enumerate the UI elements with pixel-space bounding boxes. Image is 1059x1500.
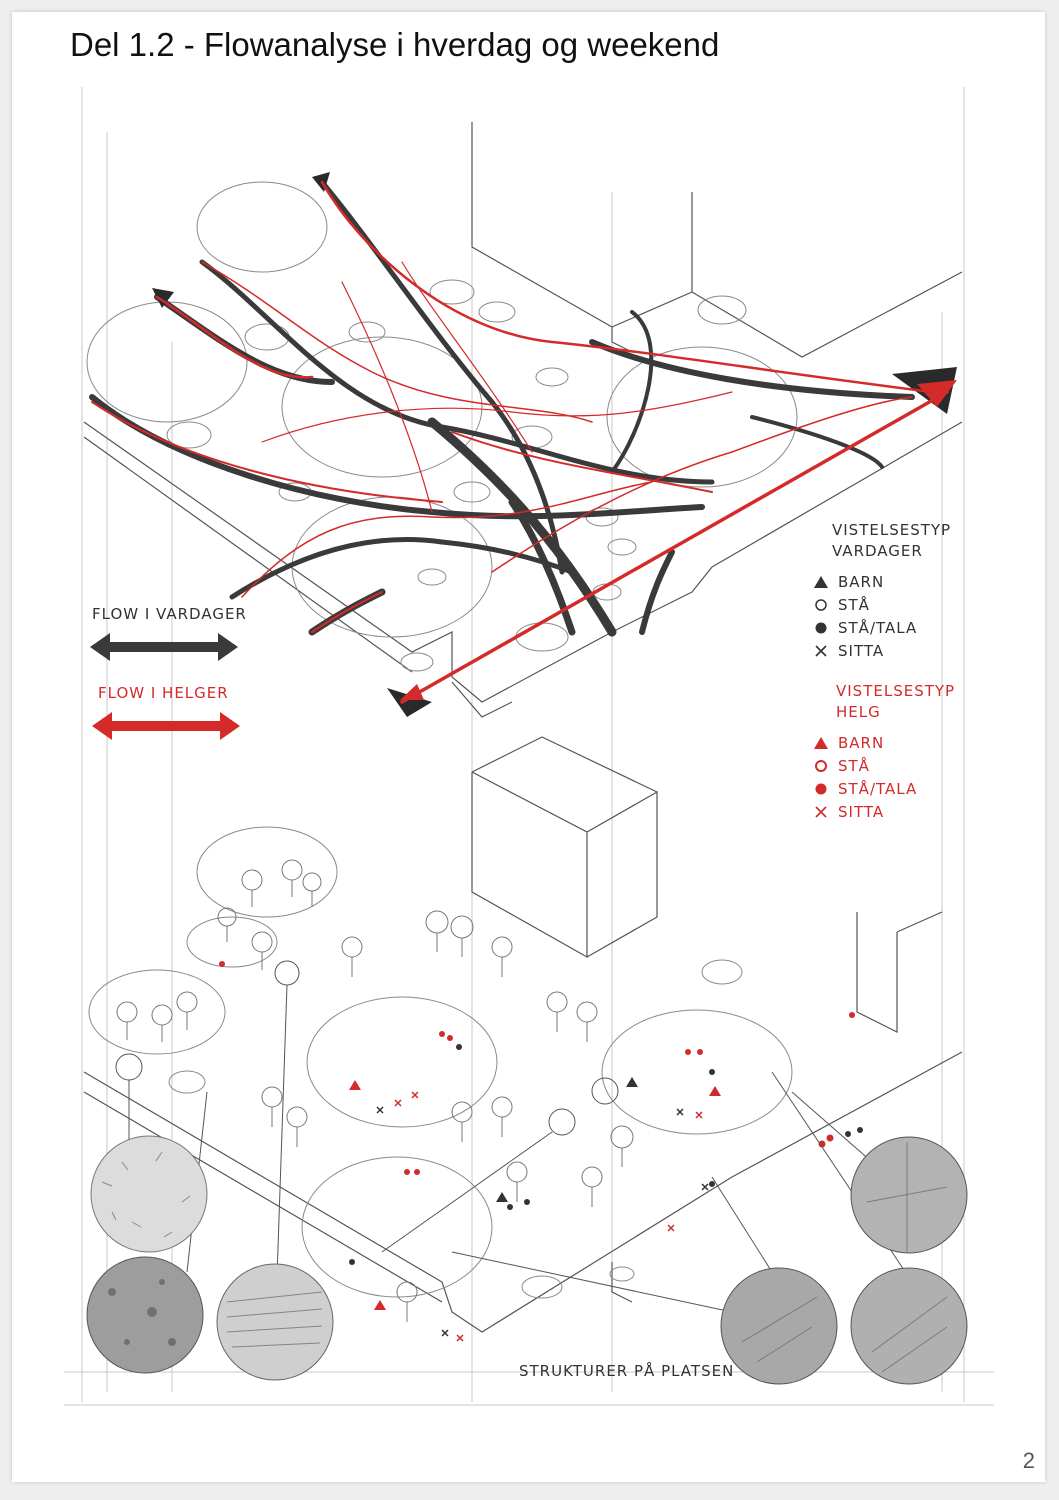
triangle-icon bbox=[810, 737, 832, 749]
legend-weekday-item bbox=[810, 593, 951, 616]
weekend-flow-arrow bbox=[90, 709, 242, 743]
legend-weekend-item bbox=[810, 754, 955, 777]
weekday-flow-label: FLOW I VARDAGER bbox=[92, 605, 247, 623]
legend-weekend-item bbox=[810, 777, 955, 800]
page-title: Del 1.2 - Flowanalyse i hverdag og weekend bbox=[70, 26, 720, 63]
open-circle-icon bbox=[810, 598, 832, 612]
cross-icon bbox=[810, 644, 832, 658]
lower-plan-buildings bbox=[84, 737, 962, 1332]
document-page bbox=[12, 12, 1045, 1482]
legend-weekday-title: VISTELSESTYP bbox=[832, 521, 952, 539]
legend-weekend-subtitle: HELG bbox=[836, 703, 881, 721]
legend-weekday bbox=[810, 520, 951, 662]
open-circle-icon bbox=[810, 759, 832, 773]
triangle-icon bbox=[810, 576, 832, 588]
callout-lines bbox=[116, 961, 912, 1312]
legend-weekend-label: STÅ bbox=[838, 756, 870, 775]
legend-weekend-label: SITTA bbox=[838, 802, 885, 821]
legend-weekday-subtitle: VARDAGER bbox=[832, 542, 923, 560]
legend-weekend bbox=[810, 681, 955, 823]
legend-weekday-item bbox=[810, 570, 951, 593]
legend-weekday-label: SITTA bbox=[838, 641, 885, 660]
cross-icon bbox=[810, 805, 832, 819]
lower-plan-trees bbox=[117, 860, 633, 1322]
filled-circle-icon bbox=[810, 782, 832, 796]
legend-weekday-label: BARN bbox=[838, 572, 885, 591]
legend-weekday-label: STÅ bbox=[838, 595, 870, 614]
weekday-flow-arrow bbox=[88, 630, 240, 664]
legend-weekend-item bbox=[810, 731, 955, 754]
weekend-flow-label: FLOW I HELGER bbox=[98, 684, 229, 702]
legend-weekend-label: BARN bbox=[838, 733, 885, 752]
structures-caption: STRUKTURER PÅ PLATSEN bbox=[519, 1362, 735, 1380]
legend-weekend-label: STÅ/TALA bbox=[838, 779, 918, 798]
legend-weekend-title: VISTELSESTYP bbox=[836, 682, 956, 700]
legend-weekend-item bbox=[810, 800, 955, 823]
page-number: 2 bbox=[1022, 1448, 1035, 1473]
filled-circle-icon bbox=[810, 621, 832, 635]
legend-weekday-label: STÅ/TALA bbox=[838, 618, 918, 637]
legend-weekday-item bbox=[810, 639, 951, 662]
legend-weekday-item bbox=[810, 616, 951, 639]
